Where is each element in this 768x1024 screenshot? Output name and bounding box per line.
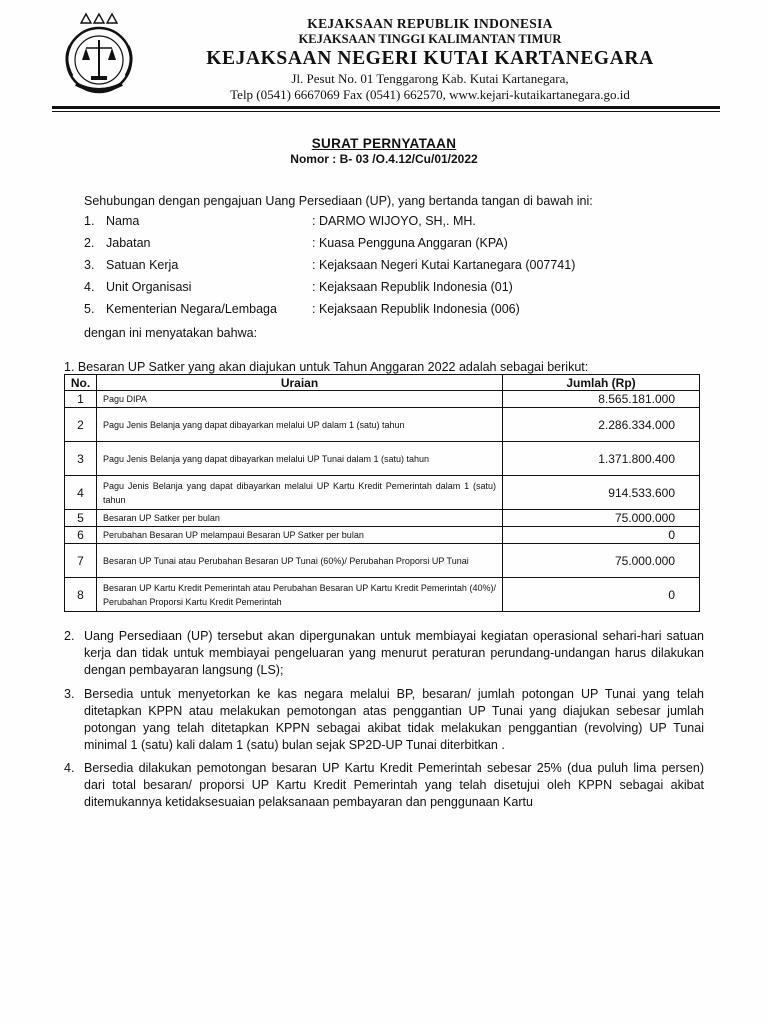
row-no: 1 [65,391,97,408]
identity-num: 4. [84,280,95,294]
row-no: 3 [65,442,97,476]
table-row [65,544,700,578]
row-jumlah: 0 [503,527,700,544]
document-title: SURAT PERNYATAAN [311,136,457,151]
identity-value: : Kuasa Pengguna Anggaran (KPA) [312,236,508,250]
row-jumlah: 2.286.334.000 [503,408,700,442]
point3-text: Bersedia untuk menyetorkan ke kas negara melalui BP, besaran/ jumlah potongan UP Tunai yang telah ditetapkan KPPN atau melakukan pemotongan atas penggantian UP Tunai yang diajukan sebesar jumlah potongan yang telah ditetapkan KPPN sebagai akibat tidak melakukan penggantian (revolving) UP Tunai minimal 1 (satu) kali dalam 1 (satu) bulan sejak SP2D-UP Tunai diterbitkan . [84,687,704,752]
row-uraian: Pagu DIPA [97,391,503,408]
identity-value: : DARMO WIJOYO, SH,. MH. [312,214,476,228]
table-row [65,442,700,476]
declaration-text: dengan ini menyatakan bahwa: [84,326,258,340]
table-header-row [65,375,700,391]
row-uraian: Perubahan Besaran UP melampaui Besaran UP Satker per bulan [97,527,503,544]
identity-num: 3. [84,258,95,272]
point4-text: Bersedia dilakukan pemotongan besaran UP Kartu Kredit Pemerintah sebesar 25% (dua puluh lima persen) dari total besaran/ proporsi UP Kartu Kredit Pemerintah yang telah disetujui oleh KPPN sebagai akibat ditemukannya ketidaksesuaian pelaksanaan pembayaran dan penggunaan Kartu [84,761,704,809]
row-jumlah: 0 [503,578,700,612]
up-table [64,374,700,612]
row-no: 8 [65,578,97,612]
identity-value: : Kejaksaan Republik Indonesia (01) [312,280,513,294]
table-row [65,476,700,510]
header-jumlah: Jumlah (Rp) [503,375,700,391]
table-row [65,408,700,442]
identity-label: Unit Organisasi [106,280,192,294]
row-jumlah: 75.000.000 [503,510,700,527]
intro-text: Sehubungan dengan pengajuan Uang Persediaan (UP), yang bertanda tangan di bawah ini: [84,194,593,208]
identity-num: 2. [84,236,95,250]
identity-num: 5. [84,302,95,316]
row-uraian: Besaran UP Kartu Kredit Pemerintah atau Perubahan Besaran UP Kartu Kredit Pemerintah (40%)/ Perubahan Proporsi Kartu Kredit Pemerintah [97,578,503,612]
row-jumlah: 75.000.000 [503,544,700,578]
letterhead [150,16,710,103]
letterhead-rule-thin [52,111,720,112]
identity-label: Jabatan [106,236,151,250]
row-uraian: Pagu Jenis Belanja yang dapat dibayarkan melalui UP Kartu Kredit Pemerintah dalam 1 (satu) tahun [97,476,503,510]
row-uraian: Besaran UP Satker per bulan [97,510,503,527]
identity-num: 1. [84,214,95,228]
point4-number: 4. [64,761,75,775]
letterhead-address: Jl. Pesut No. 01 Tenggarong Kab. Kutai Kartanegara, [291,71,569,86]
table-row [65,391,700,408]
identity-value: : Kejaksaan Negeri Kutai Kartanegara (007741) [312,258,576,272]
point2-text: Uang Persediaan (UP) tersebut akan dipergunakan untuk membiayai kegiatan operasional sehari-hari satuan kerja dan tidak untuk membiayai pengeluaran yang menurut peraturan perundang-undangan harus dilakukan dengan pembayaran langsung (LS); [84,629,704,677]
row-jumlah: 914.533.600 [503,476,700,510]
row-jumlah: 8.565.181.000 [503,391,700,408]
identity-label: Nama [106,214,140,228]
table-row [65,510,700,527]
document-number: Nomor : B- 03 /O.4.12/Cu/01/2022 [290,152,478,166]
point2-paragraph [64,628,704,679]
row-no: 6 [65,527,97,544]
row-no: 5 [65,510,97,527]
table-row [65,578,700,612]
row-uraian: Pagu Jenis Belanja yang dapat dibayarkan melalui UP dalam 1 (satu) tahun [97,408,503,442]
row-no: 7 [65,544,97,578]
row-no: 2 [65,408,97,442]
header-no: No. [65,375,97,391]
letterhead-contact: Telp (0541) 6667069 Fax (0541) 662570, www.kejari-kutaikartanegara.go.id [230,87,630,102]
row-uraian: Besaran UP Tunai atau Perubahan Besaran UP Tunai (60%)/ Perubahan Proporsi UP Tunai [97,544,503,578]
identity-label: Kementerian Negara/Lembaga [106,302,277,316]
point3-paragraph [64,686,704,754]
point1-text: 1. Besaran UP Satker yang akan diajukan untuk Tahun Anggaran 2022 adalah sebagai berikut: [64,360,589,374]
table-row [65,527,700,544]
identity-label: Satuan Kerja [106,258,179,272]
point3-number: 3. [64,687,75,701]
letterhead-rule-thick [52,106,720,109]
row-uraian: Pagu Jenis Belanja yang dapat dibayarkan melalui UP Tunai dalam 1 (satu) tahun [97,442,503,476]
row-no: 4 [65,476,97,510]
letterhead-line1: KEJAKSAAN REPUBLIK INDONESIA [307,16,553,31]
letterhead-line3: KEJAKSAAN NEGERI KUTAI KARTANEGARA [206,48,654,69]
header-uraian: Uraian [97,375,503,391]
letterhead-line2: KEJAKSAAN TINGGI KALIMANTAN TIMUR [298,32,562,46]
row-jumlah: 1.371.800.400 [503,442,700,476]
kejaksaan-emblem-icon [58,12,140,96]
identity-value: : Kejaksaan Republik Indonesia (006) [312,302,520,316]
point4-paragraph [64,760,704,811]
point2-number: 2. [64,629,75,643]
